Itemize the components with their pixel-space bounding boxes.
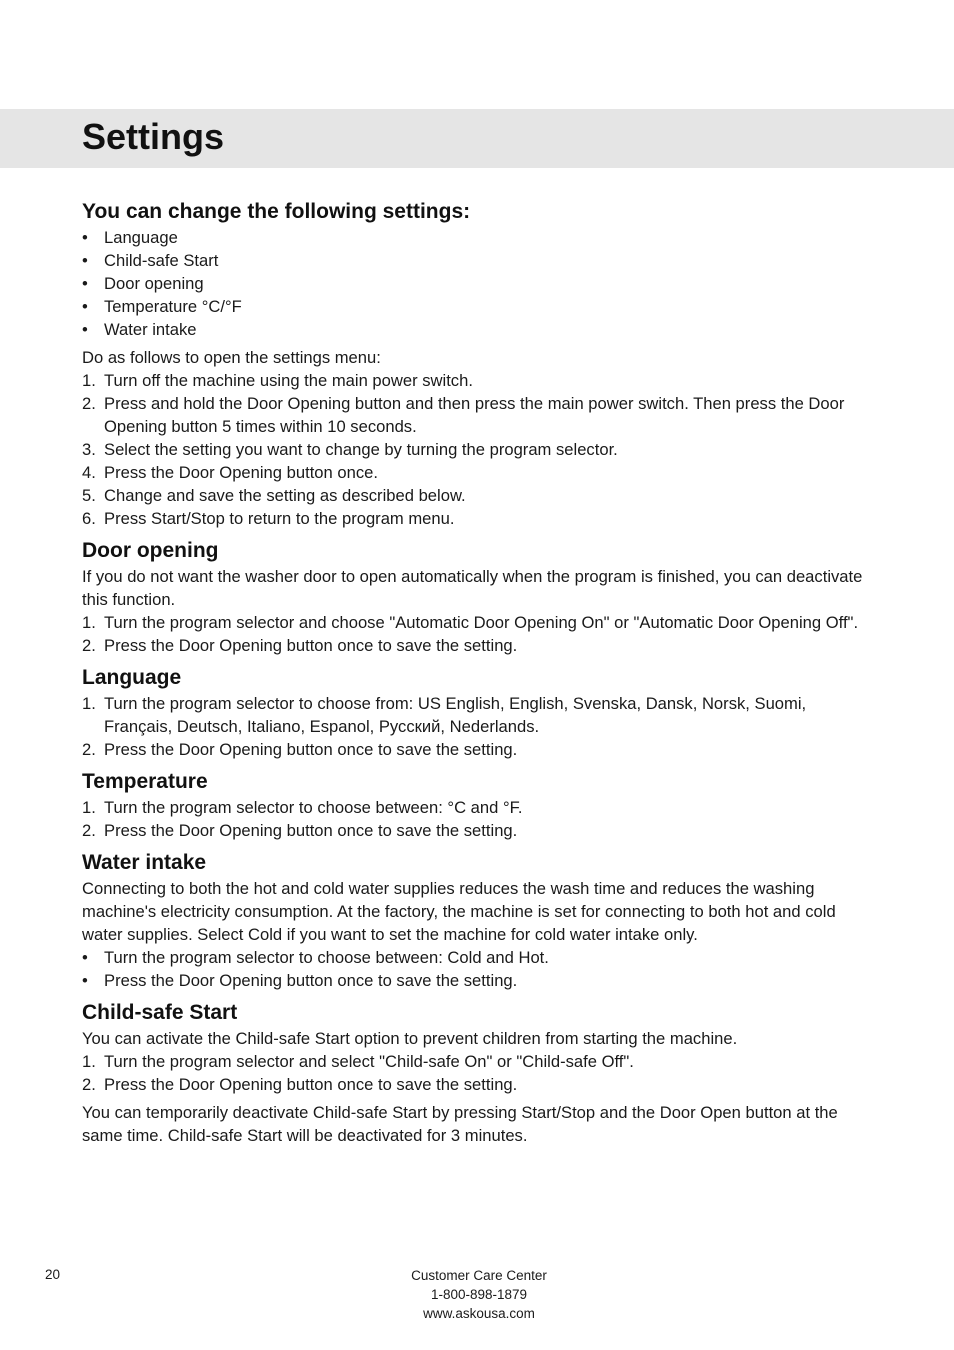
child-safe-steps [82,1050,877,1096]
intro-heading: You can change the following settings: [82,200,471,223]
title-band [0,109,954,168]
list-item: 2. Press and hold the Door Opening button and then press the main power switch. Then press the Door Opening button 5 times within 10 seconds. [82,394,845,436]
page-title: Settings [82,116,225,157]
list-item: 4. Press the Door Opening button once. [82,463,378,482]
footer-line-1: Customer Care Center [411,1268,547,1283]
list-item: • Turn the program selector to choose between: Cold and Hot. [82,948,549,967]
page-number: 20 [45,1267,61,1282]
footer-phone: 1-800-898-1879 [430,1287,528,1302]
water-intake-text: Connecting to both the hot and cold water supplies reduces the wash time and reduces the washing machine's electricity consumption. At the factory, the machine is set for connecting to both hot and cold water supplies. Select Cold if you want to set the machine for cold water intake only. [82,879,836,944]
list-item: 6. Press Start/Stop to return to the program menu. [82,509,455,528]
footer-contact [379,1266,579,1323]
water-intake-bullets [82,946,877,992]
open-menu-text: Do as follows to open the settings menu: [82,348,381,367]
temperature-steps [82,796,877,842]
list-item: 2. Press the Door Opening button once to save the setting. [82,740,518,759]
door-opening-text: If you do not want the washer door to open automatically when the program is finished, you can deactivate this function. [82,567,863,609]
footer-website: www.askousa.com [423,1306,535,1321]
list-item: 2. Press the Door Opening button once to save the setting. [82,821,518,840]
list-item: • Language [82,228,178,247]
list-item: 1. Turn the program selector to choose from: US English, English, Svenska, Dansk, Norsk, Suomi, Français, Deutsch, Italiano, Espanol, Русский, Nederlands. [82,694,807,736]
door-opening-steps [82,611,877,657]
list-item: • Child-safe Start [82,251,219,270]
open-menu-steps [82,369,877,530]
language-steps [82,692,877,761]
child-safe-text: You can activate the Child-safe Start option to prevent children from starting the machine. [82,1029,738,1048]
settings-list [82,226,877,341]
content [82,198,877,1147]
list-item: 1. Turn the program selector to choose between: °C and °F. [82,798,523,817]
water-intake-heading: Water intake [82,851,207,874]
list-item: • Temperature °C/°F [82,297,242,316]
list-item: • Press the Door Opening button once to save the setting. [82,971,518,990]
temperature-heading: Temperature [82,770,208,793]
language-heading: Language [82,666,182,689]
list-item: 2. Press the Door Opening button once to save the setting. [82,636,518,655]
list-item: • Door opening [82,274,204,293]
child-safe-note: You can temporarily deactivate Child-safe Start by pressing Start/Stop and the Door Open button at the same time. Child-safe Start will be deactivated for 3 minutes. [82,1103,838,1145]
list-item: 5. Change and save the setting as described below. [82,486,466,505]
list-item: 1. Turn the program selector and choose "Automatic Door Opening On" or "Automatic Door Opening Off". [82,613,859,632]
list-item: 1. Turn the program selector and select "Child-safe On" or "Child-safe Off". [82,1052,634,1071]
list-item: 1. Turn off the machine using the main power switch. [82,371,473,390]
list-item: 3. Select the setting you want to change by turning the program selector. [82,440,618,459]
list-item: 2. Press the Door Opening button once to save the setting. [82,1075,518,1094]
child-safe-heading: Child-safe Start [82,1001,238,1024]
list-item: • Water intake [82,320,197,339]
door-opening-heading: Door opening [82,539,219,562]
